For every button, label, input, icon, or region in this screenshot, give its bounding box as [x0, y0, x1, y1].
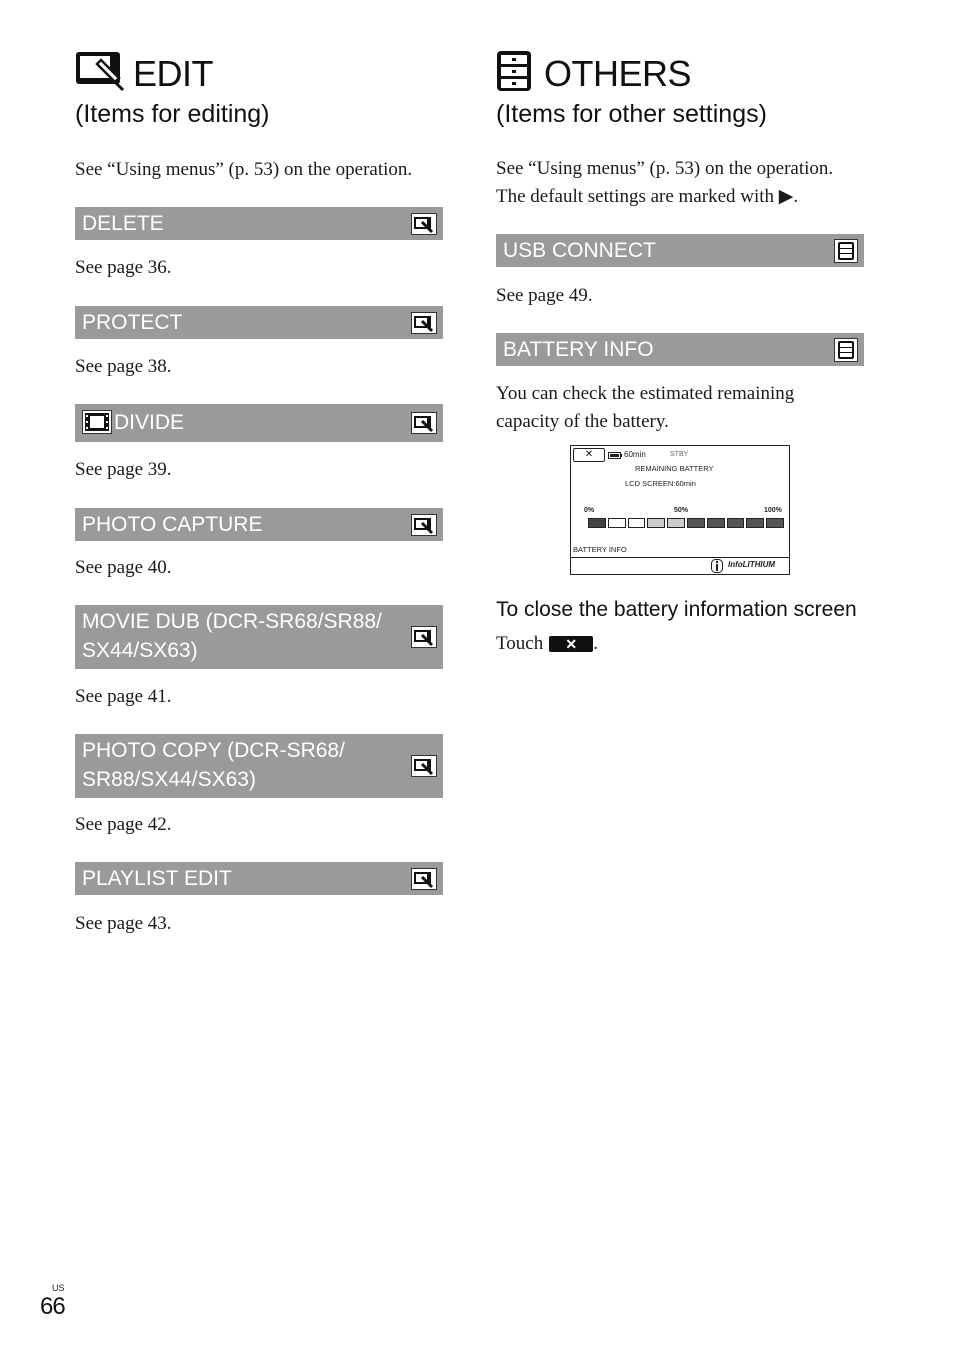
edit-subtitle: (Items for editing)	[75, 100, 270, 128]
menu-item-usb-connect[interactable]	[496, 234, 864, 267]
menu-item-protect[interactable]	[75, 306, 443, 339]
edit-icon	[411, 626, 437, 648]
others-title: OTHERS	[544, 53, 692, 94]
region-code: US	[52, 1283, 65, 1293]
menu-item-label: USB CONNECT	[503, 239, 656, 262]
menu-item-battery-info[interactable]	[496, 333, 864, 366]
menu-item-label: DIVIDE	[114, 411, 185, 434]
menu-item-desc: You can check the estimated remaining capacity of the battery.	[496, 383, 795, 432]
lcd-screen-label	[625, 479, 696, 488]
page-number: 66	[40, 1293, 65, 1320]
menu-item-desc: See page 43.	[75, 913, 172, 934]
others-icon	[834, 239, 858, 263]
menu-item-label: BATTERY INFO	[503, 338, 654, 361]
edit-icon	[411, 755, 437, 777]
menu-item-desc: See page 39.	[75, 459, 172, 480]
menu-item-label: MOVIE DUB (DCR-SR68/SR88/ SX44/SX63)	[82, 610, 382, 662]
divider	[571, 557, 789, 558]
remaining-heading: REMAINING BATTERY	[635, 464, 714, 473]
menu-item-photo-capture[interactable]	[75, 508, 443, 541]
battery-info-screen	[570, 445, 790, 575]
edit-icon	[411, 213, 437, 235]
lcd-label: LCD SCREEN:	[625, 479, 676, 488]
menu-item-movie-dub[interactable]	[75, 605, 443, 669]
menu-item-desc: See page 49.	[496, 285, 593, 306]
menu-item-playlist-edit[interactable]	[75, 862, 443, 895]
battery-icon	[608, 452, 622, 459]
others-header	[496, 44, 691, 92]
battery-segment	[687, 518, 705, 528]
touch-end: .	[593, 633, 598, 654]
battery-segment	[766, 518, 784, 528]
edit-icon	[75, 50, 125, 92]
menu-item-label: PHOTO COPY (DCR-SR68/ SR88/SX44/SX63)	[82, 739, 345, 791]
others-subtitle: (Items for other settings)	[496, 100, 767, 128]
close-button[interactable]: ✕	[573, 448, 605, 462]
menu-item-desc: See page 38.	[75, 356, 172, 377]
battery-segment	[746, 518, 764, 528]
menu-item-photo-copy[interactable]	[75, 734, 443, 798]
battery-segment	[727, 518, 745, 528]
scale-mid: 50%	[674, 507, 689, 514]
edit-icon	[411, 412, 437, 434]
infolithium-icon	[711, 559, 723, 573]
battery-segment	[707, 518, 725, 528]
scale-max: 100%	[764, 507, 782, 514]
menu-item-desc: See page 41.	[75, 686, 172, 707]
edit-header	[75, 44, 213, 92]
battery-segment	[628, 518, 646, 528]
battery-level-bar	[588, 518, 784, 528]
edit-title: EDIT	[133, 53, 214, 94]
menu-item-delete[interactable]	[75, 207, 443, 240]
others-intro-line1: See “Using menus” (p. 53) on the operation.	[496, 158, 834, 179]
edit-icon	[411, 514, 437, 536]
menu-item-desc: See page 40.	[75, 557, 172, 578]
battery-segment	[647, 518, 665, 528]
menu-item-desc: See page 36.	[75, 257, 172, 278]
brand-text: InfoLITHIUM	[728, 560, 776, 569]
close-button-icon: ✕	[549, 636, 593, 652]
menu-item-label: PHOTO CAPTURE	[82, 513, 263, 536]
battery-segment	[667, 518, 685, 528]
lcd-value: 60min	[675, 479, 696, 488]
status-text: STBY	[670, 451, 689, 458]
battery-segment	[608, 518, 626, 528]
scale-min: 0%	[584, 507, 595, 514]
others-intro-line2: The default settings are marked with ▶.	[496, 186, 799, 207]
touch-instruction	[496, 630, 598, 658]
film-icon	[82, 410, 112, 434]
battery-time: 60min	[624, 450, 646, 459]
menu-item-divide[interactable]	[75, 404, 443, 442]
menu-item-desc: See page 42.	[75, 814, 172, 835]
edit-icon	[411, 312, 437, 334]
edit-icon	[411, 868, 437, 890]
battery-info-label: BATTERY INFO	[573, 545, 627, 554]
edit-intro: See “Using menus” (p. 53) on the operation.	[75, 159, 413, 180]
menu-item-label: DELETE	[82, 212, 164, 235]
close-heading: To close the battery information screen	[496, 598, 857, 621]
others-icon	[496, 50, 536, 92]
others-icon	[834, 338, 858, 362]
touch-text: Touch	[496, 633, 544, 654]
menu-item-label: PLAYLIST EDIT	[82, 867, 232, 890]
battery-segment	[588, 518, 606, 528]
menu-item-label: PROTECT	[82, 311, 183, 334]
